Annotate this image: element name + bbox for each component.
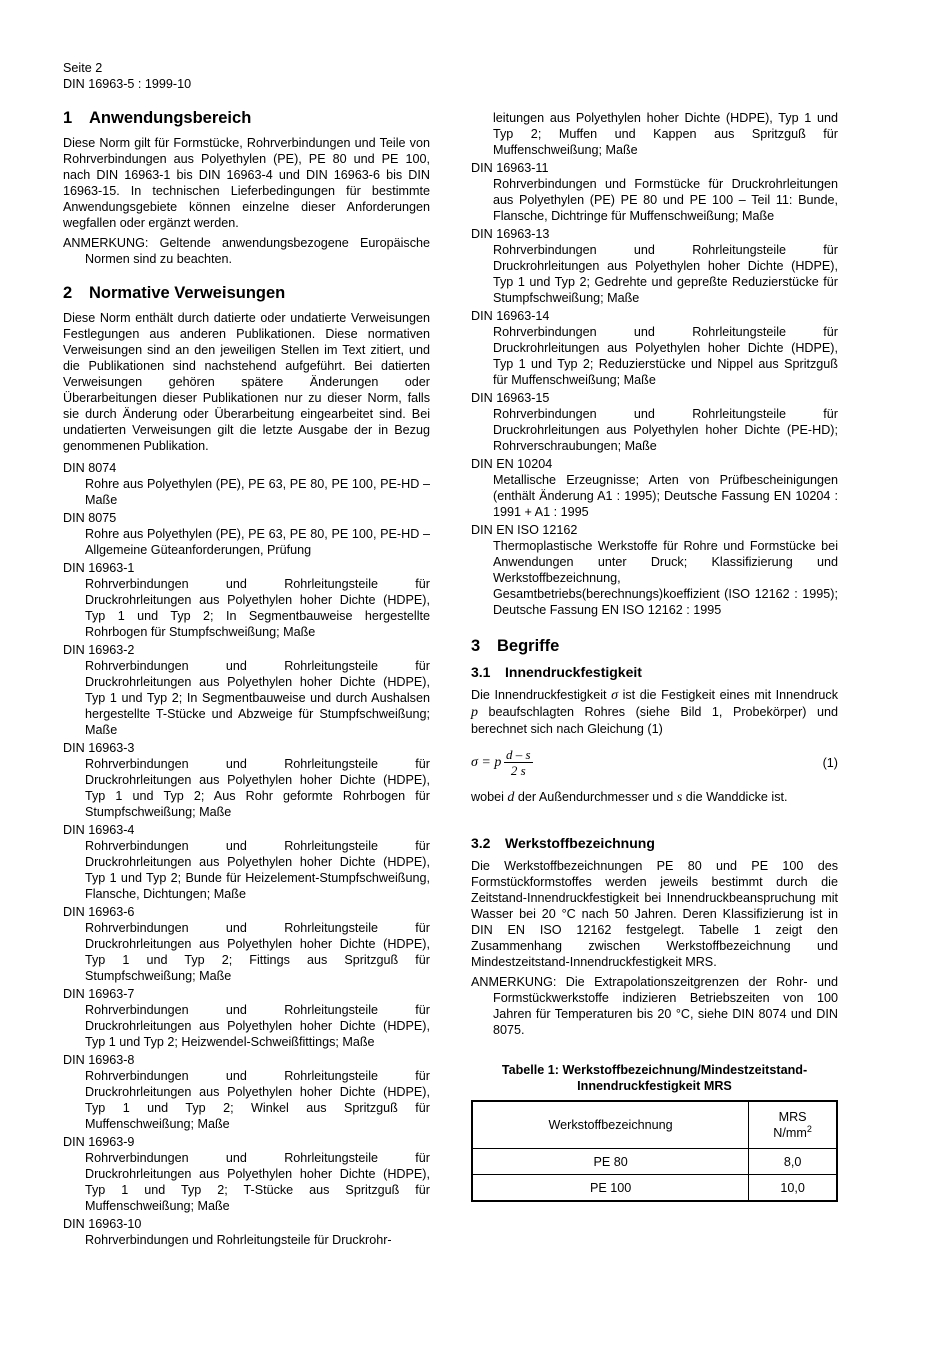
reference-entry: DIN EN ISO 12162 Thermoplastische Werkstoffe für Rohre und Formstücke bei Anwendungen unter Druck; Klassifizierung und Werkstoffbezeichnung, Gesamtbetriebs(berechnungs)koeffizient (ISO 12162 : 1995); Deutsche Fassung EN ISO 12162 : 1995 (471, 523, 838, 617)
section-2-paragraph: Diese Norm enthält durch datierte oder undatierte Verweisungen Festlegungen aus anderen Publikationen. Diese normativen Verweisungen sind an den jeweiligen Stellen im Text zitiert, und die Publikationen sind nachstehend aufgeführt. Bei datierten Verweisungen gehören spätere Änderungen oder Überarbeitungen dieser Publikationen nur zu dieser Norm, falls sie durch Änderung oder Überarbeitung eingearbeitet sind. Bei undatierten Verweisungen gilt die letzte Ausgabe der in Bezug genommenen Publikation. (63, 311, 430, 453)
reference-entry: DIN 16963-8 Rohrverbindungen und Rohrleitungsteile für Druckrohrleitungen aus Polyethylen hoher Dichte (HDPE), Typ 1 und Typ 2; Winkel aus Spritzguß für Muffenschweißung; Maße (63, 1053, 430, 1131)
document-id: DIN 16963-5 : 1999-10 (63, 77, 192, 91)
table-1-caption: Tabelle 1: Werkstoffbezeichnung/Mindestzeitstand- Innendruckfestigkeit MRS (501, 1063, 808, 1093)
reference-entry: DIN 8075 Rohre aus Polyethylen (PE), PE 63, PE 80, PE 100, PE-HD – Allgemeine Güteanforderungen, Prüfung (63, 511, 430, 557)
reference-entry: DIN 16963-10 Rohrverbindungen und Rohrleitungsteile für Druckrohr- (63, 1217, 392, 1247)
section-3-2-heading: 3.2 Werkstoffbezeichnung (471, 835, 655, 851)
page-header (63, 60, 191, 92)
reference-entry: DIN 16963-6 Rohrverbindungen und Rohrleitungsteile für Druckrohrleitungen aus Polyethylen hoher Dichte (HDPE), Typ 1 und Typ 2; Fittings aus Spritzguß für Stumpfschweißung; Maße (63, 905, 430, 983)
header-material: Werkstoffbezeichnung (472, 1101, 749, 1149)
equation-explanation: wobei d der Außendurchmesser und s die Wanddicke ist. (471, 790, 788, 805)
reference-entry: DIN 16963-7 Rohrverbindungen und Rohrleitungsteile für Druckrohrleitungen aus Polyethylen hoher Dichte (HDPE), Typ 1 und Typ 2; Heizwendel-Schweißfittings; Maße (63, 987, 430, 1049)
reference-entry: DIN EN 10204 Metallische Erzeugnisse; Arten von Prüfbescheinigungen (enthält Änderung A1 : 1995); Deutsche Fassung EN 10204 : 1991 + A1 : 1995 (471, 457, 838, 519)
section-1-note: ANMERKUNG: Geltende anwendungsbezogene Europäische Normen sind zu beachten. (63, 236, 430, 266)
section-2-heading: 2 Normative Verweisungen (63, 284, 286, 302)
table-header-row (472, 1101, 837, 1149)
reference-entry: DIN 16963-2 Rohrverbindungen und Rohrleitungsteile für Druckrohrleitungen aus Polyethylen hoher Dichte (HDPE), Typ 1 und Typ 2; In Segmentbauweise und durch Aushalsen hergestellte T-Stücke und Abzweige für Stumpfschweißung; Maße (63, 643, 430, 737)
table-1 (471, 1100, 838, 1202)
reference-entry: DIN 16963-3 Rohrverbindungen und Rohrleitungsteile für Druckrohrleitungen aus Polyethylen hoher Dichte (HDPE), Typ 1 und Typ 2; Aus Rohr geformte Rohrbogen für Stumpfschweißung; Maße (63, 741, 430, 819)
reference-entry: DIN 16963-11 Rohrverbindungen und Formstücke für Druckrohrleitungen aus Polyethylen (PE) PE 80 und PE 100 – Teil 11: Bunde, Flansche, Dichtringe für Muffenschweißung; Maße (471, 161, 838, 223)
equation-1 (471, 747, 838, 781)
right-column (471, 110, 838, 1202)
cell-mrs: 10,0 (749, 1175, 837, 1202)
reference-entry: DIN 16963-13 Rohrverbindungen und Rohrleitungsteile für Druckrohrleitungen aus Polyethylen hoher Dichte (HDPE), Typ 1 und Typ 2; Gedrehte und gepreßte Reduzierstücke für Stumpfschweißung; Maße (471, 227, 838, 305)
cell-material: PE 100 (472, 1175, 749, 1202)
section-3-2-note: ANMERKUNG: Die Extrapolationszeitgrenzen der Rohr- und Formstückwerkstoffe indizieren Betriebszeiten von 100 Jahren für Temperaturen bis 20 °C, siehe DIN 8074 und DIN 8075. (471, 975, 838, 1037)
table-row (472, 1149, 837, 1175)
reference-entry: DIN 16963-9 Rohrverbindungen und Rohrleitungsteile für Druckrohrleitungen aus Polyethylen hoher Dichte (HDPE), Typ 1 und Typ 2; T-Stücke aus Spritzguß für Muffenschweißung; Maße (63, 1135, 430, 1213)
equation-numerator: d – s (506, 747, 531, 762)
equation-number: (1) (822, 756, 838, 770)
reference-entry: DIN 16963-15 Rohrverbindungen und Rohrleitungsteile für Druckrohrleitungen aus Polyethylen hoher Dichte (PE-HD); Rohrverschraubungen; Maße (471, 391, 838, 453)
section-3-1-paragraph: Die Innendruckfestigkeit σ ist die Festigkeit eines mit Innendruck p beaufschlagten Rohres (siehe Bild 1, Probekörper) und berechnet sich nach Gleichung (1) (471, 688, 838, 736)
left-column (63, 108, 430, 1250)
reference-entry: DIN 8074 Rohre aus Polyethylen (PE), PE 63, PE 80, PE 100, PE-HD – Maße (63, 461, 430, 507)
section-3-heading: 3 Begriffe (471, 637, 560, 655)
equation-denominator: 2 s (510, 763, 526, 778)
table-row (472, 1175, 837, 1202)
reference-continuation: leitungen aus Polyethylen hoher Dichte (HDPE), Typ 1 und Typ 2; Muffen und Kappen aus Spritzguß für Muffenschweißung; Maße (493, 111, 838, 157)
header-mrs: MRS $N/mm^2$ (749, 1101, 837, 1149)
cell-material: PE 80 (472, 1149, 749, 1175)
cell-mrs: 8,0 (749, 1149, 837, 1175)
reference-entry: DIN 16963-4 Rohrverbindungen und Rohrleitungsteile für Druckrohrleitungen aus Polyethylen hoher Dichte (HDPE), Typ 1 und Typ 2; Bunde für Heizelement-Stumpfschweißung, Flansche, Dichtungen; Maße (63, 823, 430, 901)
section-3-2-paragraph: Die Werkstoffbezeichnungen PE 80 und PE 100 des Formstückformstoffes werden jeweils bestimmt durch die Zeitstand-Innendruckfestigkeit bei Innendruckbeanspruchung mit Wasser bei 20 °C nach 50 Jahren. Deren Klassifizierung ist in DIN EN ISO 12162 festgelegt. Tabelle 1 zeigt den Zusammenhang zwischen Werkstoffbezeichnung und Mindestzeitstand-Innendruckfestigkeit MRS. (471, 859, 838, 969)
section-1-paragraph: Diese Norm gilt für Formstücke, Rohrverbindungen und Teile von Rohrverbindungen aus Polyethylen (PE), PE 80 und PE 100, nach DIN 16963-1 bis DIN 16963-4 und DIN 16963-6 bis DIN 16963-15. In technischen Lieferbedingungen für bestimmte Anwendungsgebiete können einzelne dieser Anforderungen wegfallen oder ergänzt werden. (63, 136, 430, 230)
reference-entry: DIN 16963-1 Rohrverbindungen und Rohrleitungsteile für Druckrohrleitungen aus Polyethylen hoher Dichte (HDPE), Typ 1 und Typ 2; In Segmentbauweise hergestellte Rohrbogen für Stumpfschweißung; Maße (63, 561, 430, 639)
reference-entry: DIN 16963-14 Rohrverbindungen und Rohrleitungsteile für Druckrohrleitungen aus Polyethylen hoher Dichte (HDPE), Typ 1 und Typ 2; Reduzierstücke und Nippel aus Spritzguß für Muffenschweißung; Maße (471, 309, 838, 387)
section-1-heading: 1 Anwendungsbereich (63, 109, 252, 127)
equation-fraction (504, 747, 533, 778)
page-number: Seite 2 (63, 61, 103, 75)
equation-lhs: σ = p (471, 755, 502, 770)
section-3-1-heading: 3.1 Innendruckfestigkeit (471, 664, 642, 680)
